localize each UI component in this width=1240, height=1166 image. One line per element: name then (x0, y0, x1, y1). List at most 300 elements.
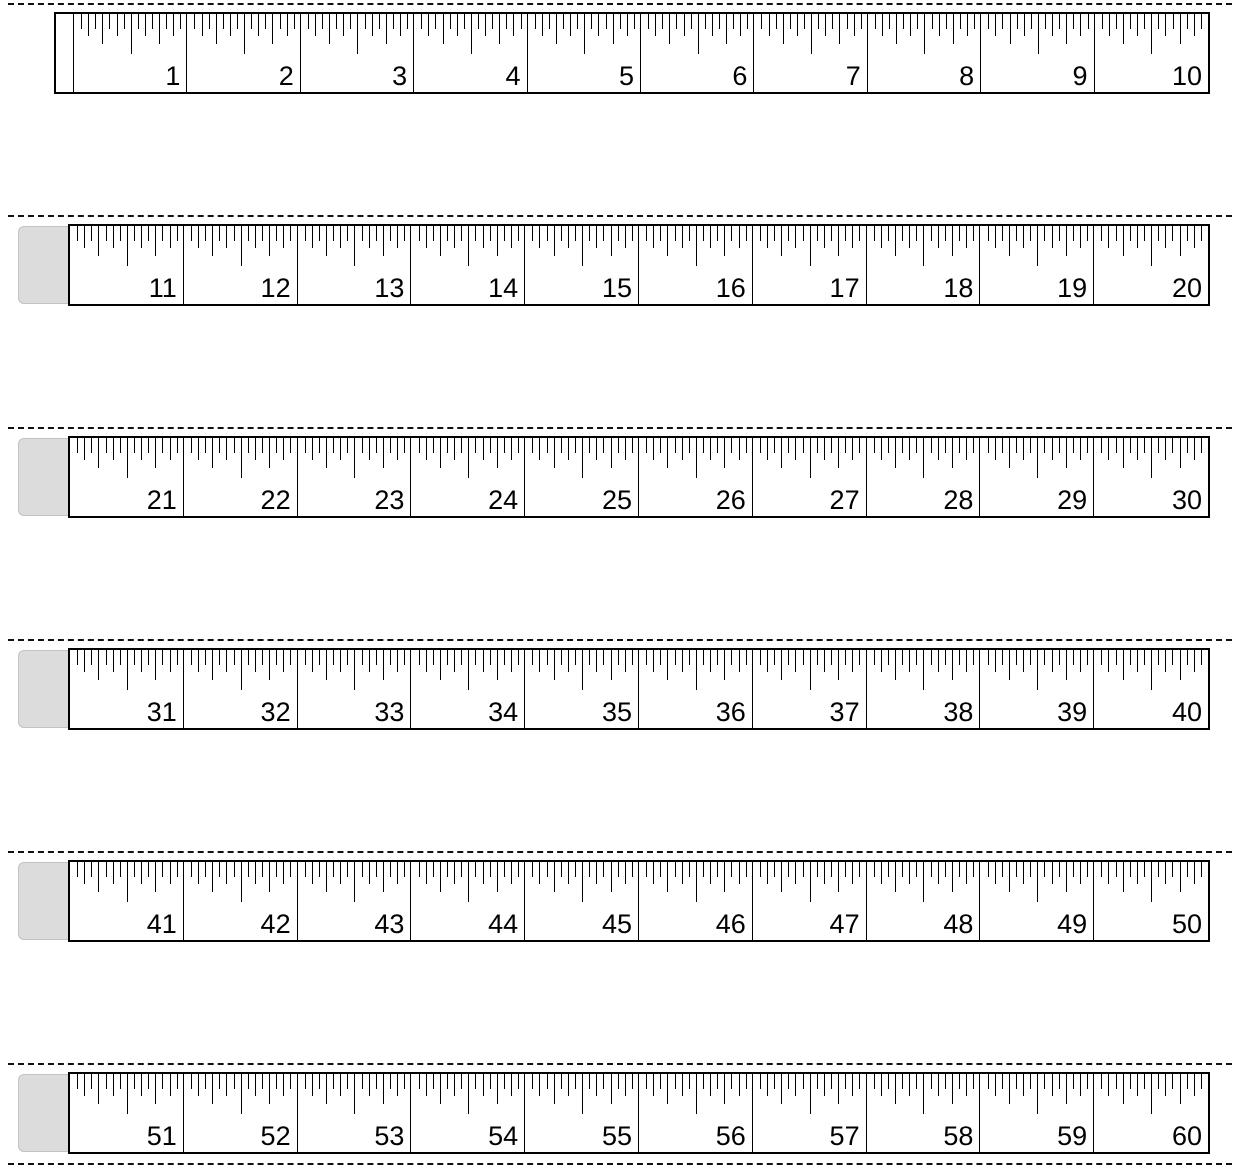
ruler-tick (504, 226, 505, 241)
ruler-tick (1158, 862, 1159, 877)
ruler-tick (212, 226, 213, 256)
ruler-tick (703, 438, 704, 453)
ruler-tick (141, 862, 142, 884)
ruler-tick (1151, 1074, 1152, 1114)
ruler-tick (1101, 650, 1102, 665)
ruler-tick (1031, 14, 1032, 29)
ruler-tick (248, 1074, 249, 1089)
ruler-tick (1137, 862, 1138, 884)
ruler-tick (810, 1074, 811, 1114)
ruler-unit-label: 60 (1171, 1121, 1202, 1151)
ruler-tick (903, 14, 904, 29)
ruler-tick (739, 226, 740, 248)
ruler-unit-label: 47 (829, 909, 860, 939)
ruler-tick (397, 862, 398, 884)
ruler-tick (98, 438, 99, 468)
ruler-tick (603, 862, 604, 877)
ruler-tick (938, 1074, 939, 1096)
ruler-unit-cell (411, 862, 525, 940)
ruler-unit-label: 55 (601, 1121, 632, 1151)
ruler-tick (717, 438, 718, 453)
ruler-tick (305, 226, 306, 241)
ruler-tick (810, 650, 811, 690)
ruler-tick (845, 438, 846, 453)
ruler-tick (1172, 1074, 1173, 1089)
ruler-tick (781, 438, 782, 468)
ruler-tick (625, 226, 626, 248)
ruler-tick (568, 438, 569, 460)
ruler-tick (684, 14, 685, 36)
ruler-tick (1180, 862, 1181, 892)
ruler-unit-cell (184, 438, 298, 516)
ruler-tick (817, 862, 818, 877)
ruler-tick (276, 862, 277, 877)
ruler-tick (988, 438, 989, 453)
ruler-tick (397, 1074, 398, 1096)
ruler-tick (255, 438, 256, 460)
ruler-tick (859, 1074, 860, 1089)
ruler-tick (255, 1074, 256, 1096)
ruler-tick (1194, 226, 1195, 248)
ruler-tick (386, 14, 387, 44)
ruler-tick (319, 862, 320, 877)
ruler-tick (539, 226, 540, 248)
ruler-tick (454, 438, 455, 460)
ruler-tick (1144, 1074, 1145, 1089)
ruler-tick (1037, 438, 1038, 478)
ruler-tick (269, 862, 270, 892)
ruler-tick (198, 650, 199, 672)
ruler-tick (244, 14, 245, 54)
ruler-tick (468, 226, 469, 266)
ruler-tick (916, 226, 917, 241)
ruler-tick (1144, 650, 1145, 665)
ruler-tick (283, 650, 284, 672)
ruler-tick (874, 438, 875, 453)
ruler-tick (760, 1074, 761, 1089)
ruler-tick (655, 14, 656, 36)
ruler-tick (852, 650, 853, 672)
ruler-tick (276, 438, 277, 453)
ruler-tick (973, 862, 974, 877)
ruler-tick (724, 650, 725, 680)
ruler-unit-label: 25 (601, 485, 632, 515)
ruler-tick (326, 650, 327, 680)
ruler-tick (952, 650, 953, 680)
ruler-tick (1201, 1074, 1202, 1089)
ruler-tick (1102, 14, 1103, 29)
ruler-unit-cell (525, 862, 639, 940)
ruler-tick (400, 14, 401, 36)
ruler-tick (804, 14, 805, 29)
ruler-tick (134, 226, 135, 241)
ruler-unit-cell (753, 438, 867, 516)
ruler-tick (1010, 14, 1011, 44)
ruler-tick (724, 862, 725, 892)
strip-connector-tab (18, 1074, 70, 1152)
ruler-tick (653, 1074, 654, 1096)
ruler-tick (824, 226, 825, 248)
ruler-tick (1158, 226, 1159, 241)
ruler-tick (861, 14, 862, 29)
ruler-tick (625, 650, 626, 672)
ruler-tick (198, 862, 199, 884)
ruler-tick (1165, 1074, 1166, 1096)
ruler-tick (312, 862, 313, 884)
ruler-tick (383, 862, 384, 892)
ruler-tick (611, 650, 612, 680)
ruler-tick (1123, 1074, 1124, 1104)
ruler-tick (272, 14, 273, 44)
ruler-tick (995, 650, 996, 672)
ruler-unit-cell (411, 1074, 525, 1152)
ruler-tick (362, 1074, 363, 1089)
ruler-tick (354, 438, 355, 478)
ruler-tick (290, 438, 291, 453)
ruler-tick (98, 862, 99, 892)
ruler-tick (322, 14, 323, 29)
ruler-tick (966, 438, 967, 460)
ruler-tick (1180, 226, 1181, 256)
ruler-tick (803, 1074, 804, 1089)
ruler-tick (719, 14, 720, 29)
ruler-tick (1080, 1074, 1081, 1096)
ruler-unit-cell (867, 438, 981, 516)
ruler-tick (419, 438, 420, 453)
ruler-tick (733, 14, 734, 29)
ruler-tick (518, 1074, 519, 1089)
ruler-tick (852, 438, 853, 460)
ruler-tick (1016, 438, 1017, 453)
ruler-tick (611, 862, 612, 892)
ruler-tick (170, 226, 171, 248)
ruler-tick (305, 1074, 306, 1089)
ruler-tick (760, 226, 761, 241)
ruler-tick (305, 862, 306, 877)
ruler-tick (1194, 1074, 1195, 1096)
ruler-tick (618, 438, 619, 453)
ruler-tick (483, 1074, 484, 1096)
ruler-tick (625, 1074, 626, 1096)
ruler-tick (290, 226, 291, 241)
ruler-tick (795, 862, 796, 884)
ruler-tick (966, 226, 967, 248)
ruler-tick (234, 438, 235, 453)
ruler-tick (497, 1074, 498, 1104)
ruler-tick (881, 1074, 882, 1096)
ruler-tick (383, 1074, 384, 1104)
ruler-tick (895, 1074, 896, 1104)
ruler-tick (248, 862, 249, 877)
ruler-tick (1080, 14, 1081, 36)
ruler-tick (1158, 438, 1159, 453)
ruler-tick (173, 14, 174, 36)
ruler-tick (682, 226, 683, 248)
ruler-unit-label: 49 (1057, 909, 1088, 939)
ruler-tick (1023, 438, 1024, 460)
ruler-tick (483, 438, 484, 460)
ruler-tick (817, 650, 818, 665)
ruler-unit-label: 20 (1171, 273, 1202, 303)
ruler-unit-cell (1094, 862, 1208, 940)
ruler-tick (1194, 14, 1195, 36)
ruler-tick (598, 14, 599, 36)
ruler-tick (1059, 862, 1060, 877)
ruler-tick (1044, 226, 1045, 241)
ruler-unit-label: 6 (732, 61, 748, 91)
ruler-tick (675, 862, 676, 877)
ruler-tick (653, 650, 654, 672)
ruler-tick (1130, 438, 1131, 453)
ruler-unit-label: 3 (392, 61, 408, 91)
ruler-tick (191, 862, 192, 877)
cut-line-dashed (8, 639, 1232, 641)
ruler-tick (1037, 226, 1038, 266)
ruler-tick (667, 1074, 668, 1104)
ruler-unit-label: 11 (148, 273, 177, 303)
ruler-tick (902, 226, 903, 241)
ruler-tick (568, 1074, 569, 1096)
ruler-tick (113, 226, 114, 248)
ruler-tick (582, 1074, 583, 1114)
ruler-tick (141, 1074, 142, 1096)
ruler-tick (575, 1074, 576, 1089)
ruler-tick (219, 226, 220, 241)
ruler-tick (226, 862, 227, 884)
ruler-tick (198, 438, 199, 460)
ruler-unit-cell (753, 1074, 867, 1152)
ruler-tick (995, 1074, 996, 1096)
ruler-tick (973, 1074, 974, 1089)
ruler-tick (483, 650, 484, 672)
ruler-tick (1144, 862, 1145, 877)
ruler-tick (596, 650, 597, 672)
ruler-tick (909, 438, 910, 460)
ruler-tick (170, 1074, 171, 1096)
ruler-tick (419, 650, 420, 665)
ruler-tick (1201, 14, 1202, 29)
ruler-unit-cell (867, 650, 981, 728)
ruler-tick (739, 650, 740, 672)
ruler-tick (788, 226, 789, 241)
ruler-tick (433, 226, 434, 241)
ruler-tick (255, 650, 256, 672)
ruler-unit-label: 35 (601, 697, 632, 727)
ruler-tick (547, 438, 548, 453)
ruler-tick (241, 1074, 242, 1114)
ruler-tick (698, 14, 699, 54)
ruler-tick (326, 862, 327, 892)
cut-line-dashed (8, 1163, 1232, 1165)
ruler-tick (888, 438, 889, 453)
ruler-tick (740, 14, 741, 36)
ruler-unit-label: 42 (260, 909, 291, 939)
ruler-unit-label: 48 (943, 909, 974, 939)
ruler-tick (625, 438, 626, 460)
ruler-tick (825, 14, 826, 36)
ruler-tick (767, 438, 768, 460)
ruler-tick (689, 862, 690, 877)
ruler-tick (362, 650, 363, 665)
ruler-tick (212, 650, 213, 680)
ruler-tick (162, 650, 163, 665)
ruler-tick (646, 1074, 647, 1089)
ruler-tick (1130, 650, 1131, 665)
ruler-tick (1165, 650, 1166, 672)
ruler-tick (397, 650, 398, 672)
ruler-tick (152, 14, 153, 29)
ruler-tick (881, 226, 882, 248)
ruler-tick (632, 862, 633, 877)
ruler-tick (838, 650, 839, 680)
ruler-tick (824, 438, 825, 460)
ruler-tick (1030, 862, 1031, 877)
ruler-unit-label: 10 (1171, 61, 1202, 91)
ruler-tick (426, 438, 427, 460)
ruler-tick (120, 1074, 121, 1089)
ruler-tick (973, 226, 974, 241)
ruler-tick (170, 650, 171, 672)
ruler-tick (120, 438, 121, 453)
ruler-tick (582, 226, 583, 266)
ruler-unit-cell (980, 650, 1094, 728)
ruler-tick (1059, 1074, 1060, 1089)
ruler-tick (435, 14, 436, 29)
ruler-tick (461, 438, 462, 453)
ruler-tick (575, 650, 576, 665)
ruler-tick (774, 650, 775, 665)
ruler-unit-label: 18 (943, 273, 974, 303)
ruler-tick (357, 14, 358, 54)
ruler-tick (896, 14, 897, 44)
ruler-tick (689, 438, 690, 453)
ruler-tick (554, 1074, 555, 1104)
ruler-tick (393, 14, 394, 29)
ruler-unit-label: 50 (1171, 909, 1202, 939)
ruler-tick (329, 14, 330, 44)
ruler-tick (1044, 1074, 1045, 1089)
ruler-tick (198, 1074, 199, 1096)
ruler-tick (475, 862, 476, 877)
ruler-tick (945, 226, 946, 241)
ruler-unit-label: 27 (829, 485, 860, 515)
ruler-unit-cell (525, 438, 639, 516)
ruler-tick (490, 438, 491, 453)
ruler-tick (568, 862, 569, 884)
ruler-tick (226, 1074, 227, 1096)
ruler-tick (120, 650, 121, 665)
ruler-unit-cell (1094, 438, 1208, 516)
ruler-unit-cell (298, 438, 412, 516)
ruler-tick (407, 14, 408, 29)
ruler-tick (902, 1074, 903, 1089)
ruler-tick (305, 438, 306, 453)
ruler-tick (419, 862, 420, 877)
ruler-tick (1194, 862, 1195, 884)
ruler-tick (447, 438, 448, 453)
ruler-tick (1180, 1074, 1181, 1104)
ruler-tick (454, 226, 455, 248)
ruler-tick (1151, 438, 1152, 478)
ruler-tick (682, 862, 683, 884)
ruler-tick (959, 438, 960, 453)
ruler-tick (554, 862, 555, 892)
ruler-tick (589, 226, 590, 241)
ruler-tick (627, 14, 628, 36)
ruler-tick (1151, 14, 1152, 54)
ruler-tick (511, 1074, 512, 1096)
ruler-tick (362, 226, 363, 241)
ruler-tick (1187, 862, 1188, 877)
ruler-tick (966, 650, 967, 672)
ruler-tick (433, 862, 434, 877)
ruler-tick (159, 14, 160, 44)
ruler-tick (561, 650, 562, 665)
ruler-unit-cell (411, 226, 525, 304)
ruler-tick (1002, 862, 1003, 877)
ruler-tick (506, 14, 507, 29)
ruler-tick (838, 862, 839, 892)
ruler-tick (127, 226, 128, 266)
ruler-tick (1052, 226, 1053, 248)
ruler-unit-cell (525, 1074, 639, 1152)
ruler-tick (1066, 226, 1067, 256)
ruler-tick (294, 14, 295, 29)
strip-5 (68, 860, 1210, 942)
ruler-tick (461, 1074, 462, 1089)
ruler-tick (350, 14, 351, 29)
ruler-unit-label: 44 (488, 909, 519, 939)
ruler-tick (336, 14, 337, 29)
ruler-tick (888, 862, 889, 877)
ruler-tick (312, 1074, 313, 1096)
ruler-tick (1066, 1074, 1067, 1104)
ruler-tick (646, 862, 647, 877)
ruler-tick (774, 438, 775, 453)
ruler-tick (1030, 650, 1031, 665)
ruler-tick (952, 438, 953, 468)
ruler-tick (226, 650, 227, 672)
ruler-tick (577, 14, 578, 29)
ruler-tick (1037, 862, 1038, 902)
ruler-tick (902, 438, 903, 453)
ruler-tick (390, 862, 391, 877)
ruler-tick (596, 438, 597, 460)
ruler-tick (362, 862, 363, 877)
ruler-tick (447, 862, 448, 877)
ruler-tick (390, 226, 391, 241)
ruler-tick (761, 14, 762, 29)
ruler-tick (881, 438, 882, 460)
ruler-tick (1059, 226, 1060, 241)
ruler-tick (127, 862, 128, 902)
ruler-tick (428, 14, 429, 36)
ruler-tick (739, 1074, 740, 1096)
ruler-tick (226, 438, 227, 460)
ruler-tick (696, 862, 697, 902)
ruler-tick (575, 862, 576, 877)
ruler-unit-cell (867, 1074, 981, 1152)
ruler-tick (811, 14, 812, 54)
ruler-tick (923, 226, 924, 266)
ruler-tick (618, 226, 619, 241)
ruler-tick (81, 14, 82, 29)
ruler-tick (499, 14, 500, 44)
ruler-tick (648, 14, 649, 29)
ruler-tick (511, 226, 512, 248)
ruler-tick (177, 226, 178, 241)
ruler-tick (106, 226, 107, 241)
